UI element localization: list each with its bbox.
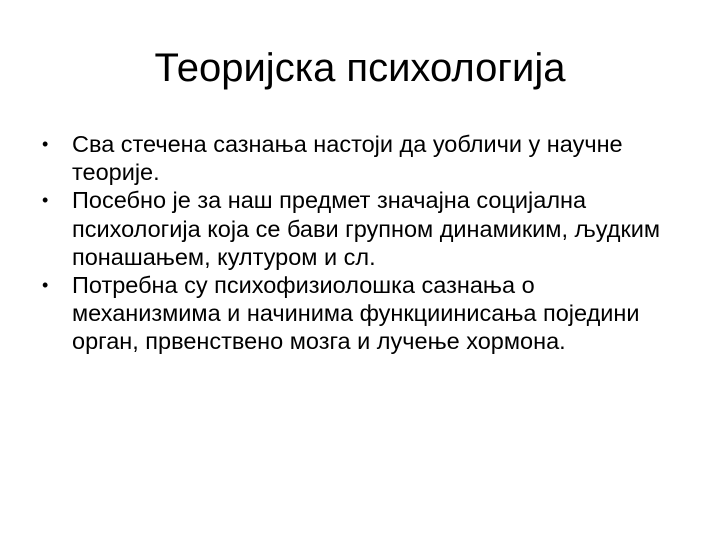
- bullet-text: Потребна су психофизиолошка сазнања о механизмима и начинима функциинисања поједини орган, првенствено мозга и лучење хормона.: [72, 272, 640, 355]
- bullet-text: Сва стечена сазнања настоји да уобличи у научне теорије.: [72, 131, 623, 186]
- bullet-list: [36, 130, 676, 356]
- bullet-dot-icon: •: [42, 190, 49, 211]
- bullet-item: [36, 130, 676, 186]
- slide-title: Теоријска психологија: [154, 46, 566, 90]
- bullet-item: [36, 271, 676, 356]
- bullet-item: [36, 186, 676, 271]
- bullet-dot-icon: •: [42, 275, 49, 296]
- bullet-text: Посебно је за наш предмет значајна социјална психологија која се бави групном динамиким, људким понашањем, културом и сл.: [72, 187, 661, 270]
- bullet-dot-icon: •: [42, 134, 49, 154]
